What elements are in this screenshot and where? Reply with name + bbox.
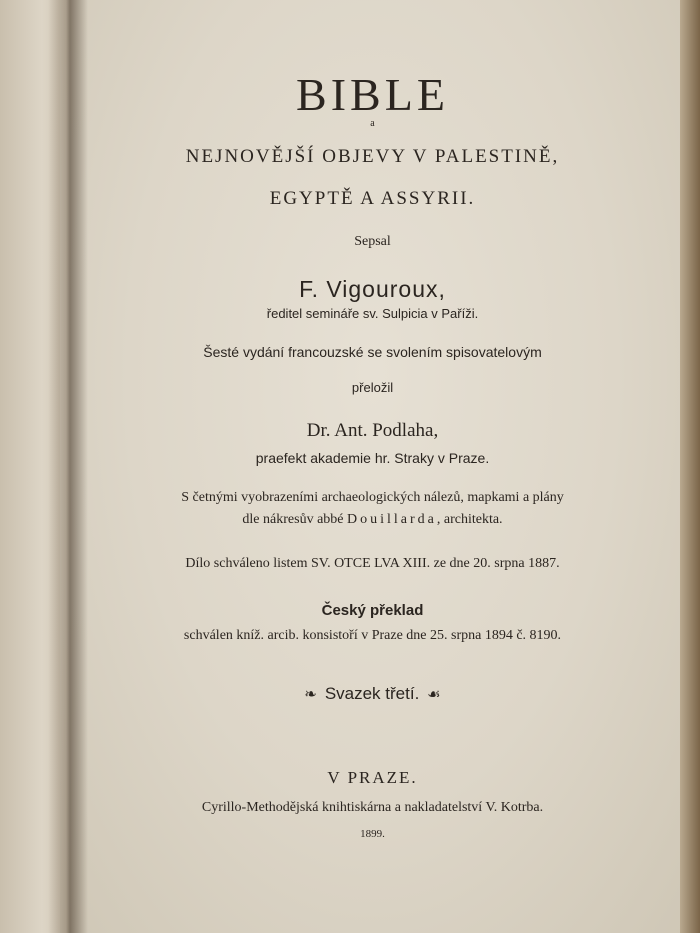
illustrations-line-2: [60, 512, 685, 528]
publisher: Cyrillo-Methodějská knihtiskárna a nakladatelství V. Kotrba.: [201, 800, 544, 815]
author-name: F. Vigouroux,: [299, 276, 446, 302]
papal-approval: Dílo schváleno listem SV. OTCE LVA XIII. ze dne 20. srpna 1887.: [185, 556, 560, 571]
ornament-left-icon: ❧: [304, 686, 317, 703]
publication-city: V PRAZE.: [327, 768, 418, 787]
translator-role: praefekt akademie hr. Straky v Praze.: [255, 450, 490, 466]
illustrations-pre: dle nákresův abbé: [242, 512, 344, 527]
translated-label: přeložil: [351, 380, 394, 395]
illustrations-line-1: S četnými vyobrazeními archaeologických nálezů, mapkami a plány: [181, 490, 564, 505]
subtitle-line-1: NEJNOVĚJŠÍ OBJEVY V PALESTINĚ,: [185, 146, 560, 167]
title-page: [60, 0, 685, 933]
author-role: ředitel semináře sv. Sulpicia v Paříži.: [266, 306, 479, 321]
publication-year: 1899.: [360, 828, 385, 840]
edition-note: Šesté vydání francouzské se svolením spisovatelovým: [203, 344, 542, 360]
volume-label: Svazek třetí.: [324, 684, 420, 703]
architect-name: Douillarda: [347, 512, 437, 527]
czech-translation-approval: schválen kníž. arcib. konsistoří v Praze dne 25. srpna 1894 č. 8190.: [183, 628, 562, 643]
subtitle-line-2: EGYPTĚ A ASSYRII.: [269, 188, 476, 209]
volume-line: [60, 684, 685, 704]
translator-name: Dr. Ant. Podlaha,: [306, 420, 439, 441]
background-edge: [680, 0, 700, 933]
conjunction: a: [370, 118, 375, 129]
book-title: BIBLE: [296, 69, 449, 120]
czech-translation-heading: Český překlad: [321, 602, 424, 619]
illustrations-post: , architekta.: [436, 512, 503, 527]
spine-shadow: [48, 0, 88, 933]
written-by-label: Sepsal: [354, 234, 391, 249]
ornament-right-icon: ☙: [427, 686, 441, 703]
